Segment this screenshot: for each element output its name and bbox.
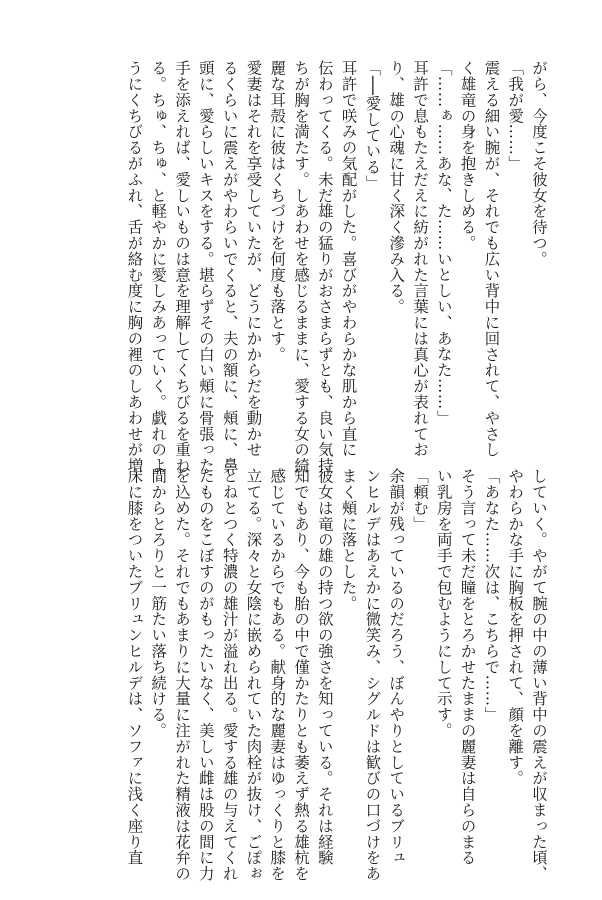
text-line: 知でもあり、今も胎の中で僅かたりとも萎えず熱る雄杭を [292, 468, 311, 882]
text-line: していく。やがて腕の中の薄い背中の震えが収まった頃、 [530, 468, 548, 882]
text-line: く雄竜の身を抱きしめる。 [458, 60, 477, 251]
text-line: り、雄の心魂に甘く深く滲み入る。 [387, 60, 406, 315]
text-line: がら、今度こそ彼女を待つ。 [530, 60, 548, 267]
text-line: るくらいに震えがやわらいでくると、夫の額に、頰に、鼻 [220, 60, 239, 474]
text-line: まく頰に落とした。 [339, 468, 358, 612]
text-line: 「……ぁ……あな、た……いとしい、あなた……」 [434, 60, 453, 426]
text-line: ンヒルデはあえかに微笑み、シグルドは歓びの口づけをあ [363, 468, 382, 882]
text-line: を込めた。それでもあまりに大量に注がれた精液は花弁の [173, 468, 192, 882]
text-line: 麗な耳殻に彼はくちづけを何度も落とす。 [268, 60, 287, 363]
text-line: 彼女は竜の雄の持つ欲の強さを知っている。それは経験 [315, 468, 334, 866]
text-line: たものをこぼすのがもったいなく、美しい雌は股の間に力 [196, 468, 215, 882]
text-line: る。ちゅ、ちゅ、と軽やかに愛しみあっていく。戯れのよ [149, 60, 168, 474]
text-line: うにくちびるがふれ、舌が絡む度に胸の裡のしあわせが増 [125, 60, 144, 474]
text-line: やわらかな手に胸板を押されて、顔を離す。 [506, 468, 525, 786]
text-line: 間からとろりと一筋たい落ち続ける。 [149, 468, 168, 739]
text-line: ちが胸を満たす。しあわせを感じるままに、愛する女の綺 [292, 60, 311, 474]
text-line: 立てる。深々と女陰に嵌められていた肉栓が抜け、ごぽぉ [244, 468, 263, 882]
text-line: 耳許で息もたえだえに紡がれた言葉には真心が表れてお [411, 60, 430, 458]
text-line: 愛妻はそれを享受していたが、どうにかからだを動かせ [244, 60, 263, 458]
text-line: 「──愛している」 [363, 60, 382, 191]
text-line: い乳房を両手で包むようにして示す。 [434, 468, 453, 739]
text-block-top [60, 60, 550, 474]
text-line: 「我が愛……」 [506, 60, 525, 172]
text-block-bottom [60, 468, 550, 882]
text-line: 「あなた……次は、こちらで……」 [482, 468, 501, 723]
text-line: 震える細い腕が、それでも広い背中に回されて、やさし [482, 60, 501, 458]
text-line: 感じているからでもある。献身的な麗妻はゆっくりと膝を [268, 468, 287, 882]
text-line: 頭に、愛らしいキスをする。堪らずその白い頰に骨張った [196, 60, 215, 474]
text-line: そう言って未だ瞳をとろかせたままの麗妻は自らのまる [458, 468, 477, 866]
text-line: 手を添えれば、愛しいものは意を理解してくちびるを重ね [173, 60, 192, 474]
text-line: 「頼む」 [411, 468, 430, 532]
text-line: 余韻が残っているのだろう、ぼんやりとしているブリュ [387, 468, 406, 866]
text-line: とねとつく特濃の雄汁が溢れ出る。愛する雄の与えてくれ [220, 468, 239, 882]
text-line: 床に膝をついたブリュンヒルデは、ソファに浅く座り直 [125, 468, 144, 866]
text-line: 伝わってくる。未だ雄の猛りがおさまらずとも、良い気持 [315, 60, 334, 474]
text-line: 耳許で咲みの気配がした。喜びがやわらかな肌から直に [339, 60, 358, 458]
